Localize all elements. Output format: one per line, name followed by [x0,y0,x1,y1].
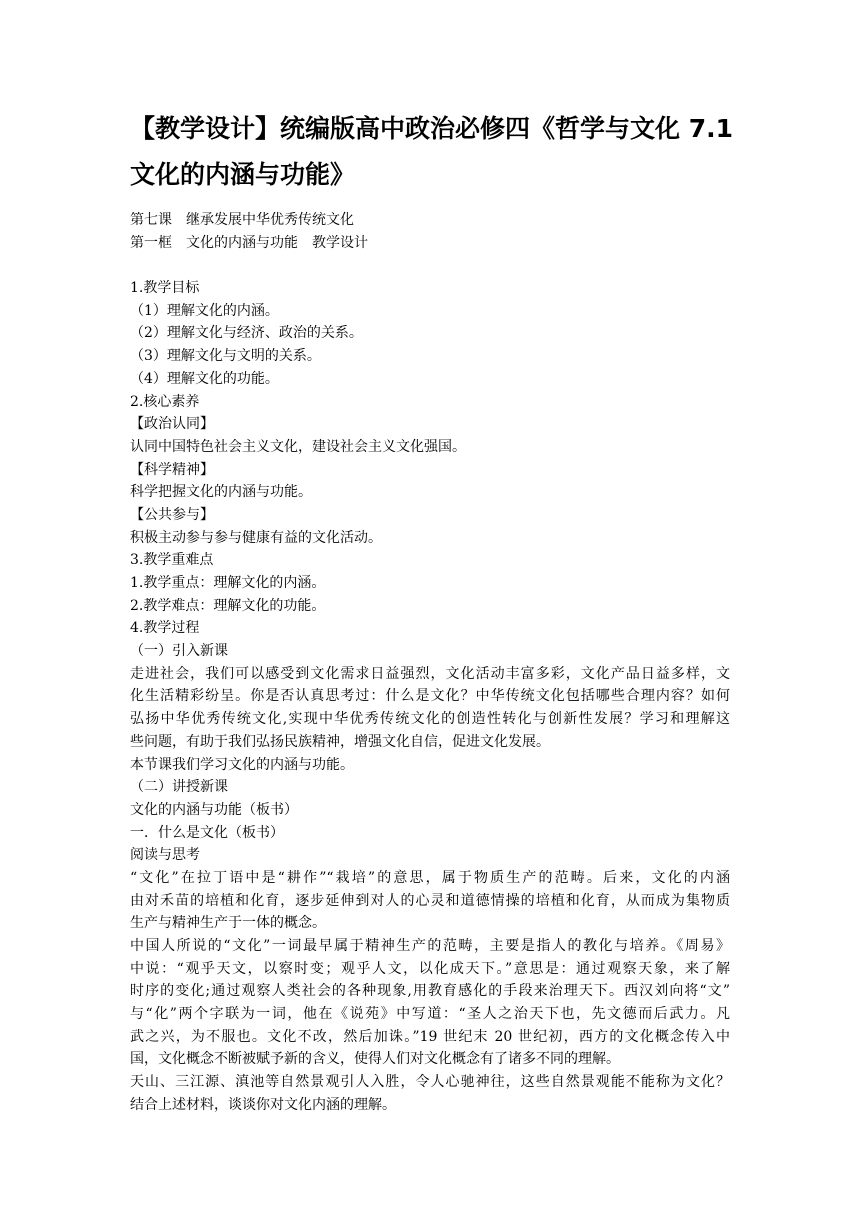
paragraph-line: 化生活精彩纷呈。你是否认真思考过：什么是文化？中华传统文化包括哪些合理内容？如何 [130,688,730,705]
paragraph-line: 本节课我们学习文化的内涵与功能。 [130,756,354,773]
section-heading: 第一框 文化的内涵与功能 教学设计 [130,234,368,251]
title-line-1: 【教学设计】统编版高中政治必修四《哲学与文化 7.1 [130,114,733,143]
goal-item: （2）理解文化与经济、政治的关系。 [130,325,363,342]
lesson-heading: 第七课 继承发展中华优秀传统文化 [130,212,354,228]
paragraph-line: 生产与精神生产于一体的概念。 [130,915,326,932]
goal-item: （4）理解文化的功能。 [130,370,279,387]
process-subheading: （一）引入新课 [130,643,228,660]
literacy-text: 科学把握文化的内涵与功能。 [130,484,312,501]
document-body [130,209,730,1117]
literacy-text: 认同中国特色社会主义文化，建设社会主义文化强国。 [130,438,466,455]
core-literacy-heading: 2.核心素养 [130,393,200,410]
goal-item: （1）理解文化的内涵。 [130,302,279,319]
paragraph-line: 结合上述材料，谈谈你对文化内涵的理解。 [130,1096,396,1113]
goal-item: （3）理解文化与文明的关系。 [130,348,321,365]
paragraph-line: 武之兴，为不服也。文化不改，然后加诛。”19 世纪末 20 世纪初，西方的文化概念传入中 [130,1028,730,1045]
blank-line [130,254,730,277]
paragraph-line: 时序的变化;通过观察人类社会的各种现象,用教育感化的手段来治理天下。西汉刘向将“文” [130,983,730,1000]
key-point: 1.教学重点：理解文化的内涵。 [130,575,326,591]
key-points-heading: 3.教学重难点 [130,552,214,569]
paragraph-line: 国，文化概念不断被赋予新的含义，使得人们对文化概念有了诸多不同的理解。 [130,1051,620,1068]
teaching-goals-heading: 1.教学目标 [130,280,200,297]
paragraph-line: 中国人所说的“文化”一词最早属于精神生产的范畴，主要是指人的教化与培养。《周易》 [130,938,730,954]
literacy-label: 【公共参与】 [130,506,214,523]
literacy-text: 积极主动参与参与健康有益的文化活动。 [130,529,382,546]
board-heading: 文化的内涵与功能（板书） [130,801,298,818]
process-heading: 4.教学过程 [130,620,200,637]
paragraph-line: 些问题，有助于我们弘扬民族精神，增强文化自信，促进文化发展。 [130,733,550,750]
process-subheading: （二）讲授新课 [130,779,228,796]
title-line-2: 文化的内涵与功能》 [130,160,356,189]
paragraph-line: 天山、三江源、滇池等自然景观引人入胜，令人心驰神往，这些自然景观能不能称为文化？ [130,1074,730,1091]
literacy-label: 【政治认同】 [130,416,214,433]
paragraph-line: “文化”在拉丁语中是“耕作”“栽培”的意思，属于物质生产的范畴。后来，文化的内涵 [130,869,730,886]
reading-heading: 阅读与思考 [130,847,200,864]
key-point: 2.教学难点：理解文化的功能。 [130,597,326,614]
document-title [130,106,740,198]
paragraph-line: 中说：“观乎天文，以察时变；观乎人文，以化成天下。”意思是：通过观察天象，来了解 [130,960,730,977]
paragraph-line: 与“化”两个字联为一词，他在《说苑》中写道：“圣人之治天下也，先文德而后武力。凡 [130,1006,730,1023]
literacy-label: 【科学精神】 [130,461,214,478]
paragraph-line: 弘扬中华优秀传统文化,实现中华优秀传统文化的创造性转化与创新性发展？学习和理解这 [130,711,730,728]
board-heading: 一．什么是文化（板书） [130,824,284,841]
paragraph-line: 由对禾苗的培植和化育，逐步延伸到对人的心灵和道德情操的培植和化育，从而成为集物质 [130,892,730,909]
paragraph-line: 走进社会，我们可以感受到文化需求日益强烈，文化活动丰富多彩，文化产品日益多样，文 [130,665,730,682]
